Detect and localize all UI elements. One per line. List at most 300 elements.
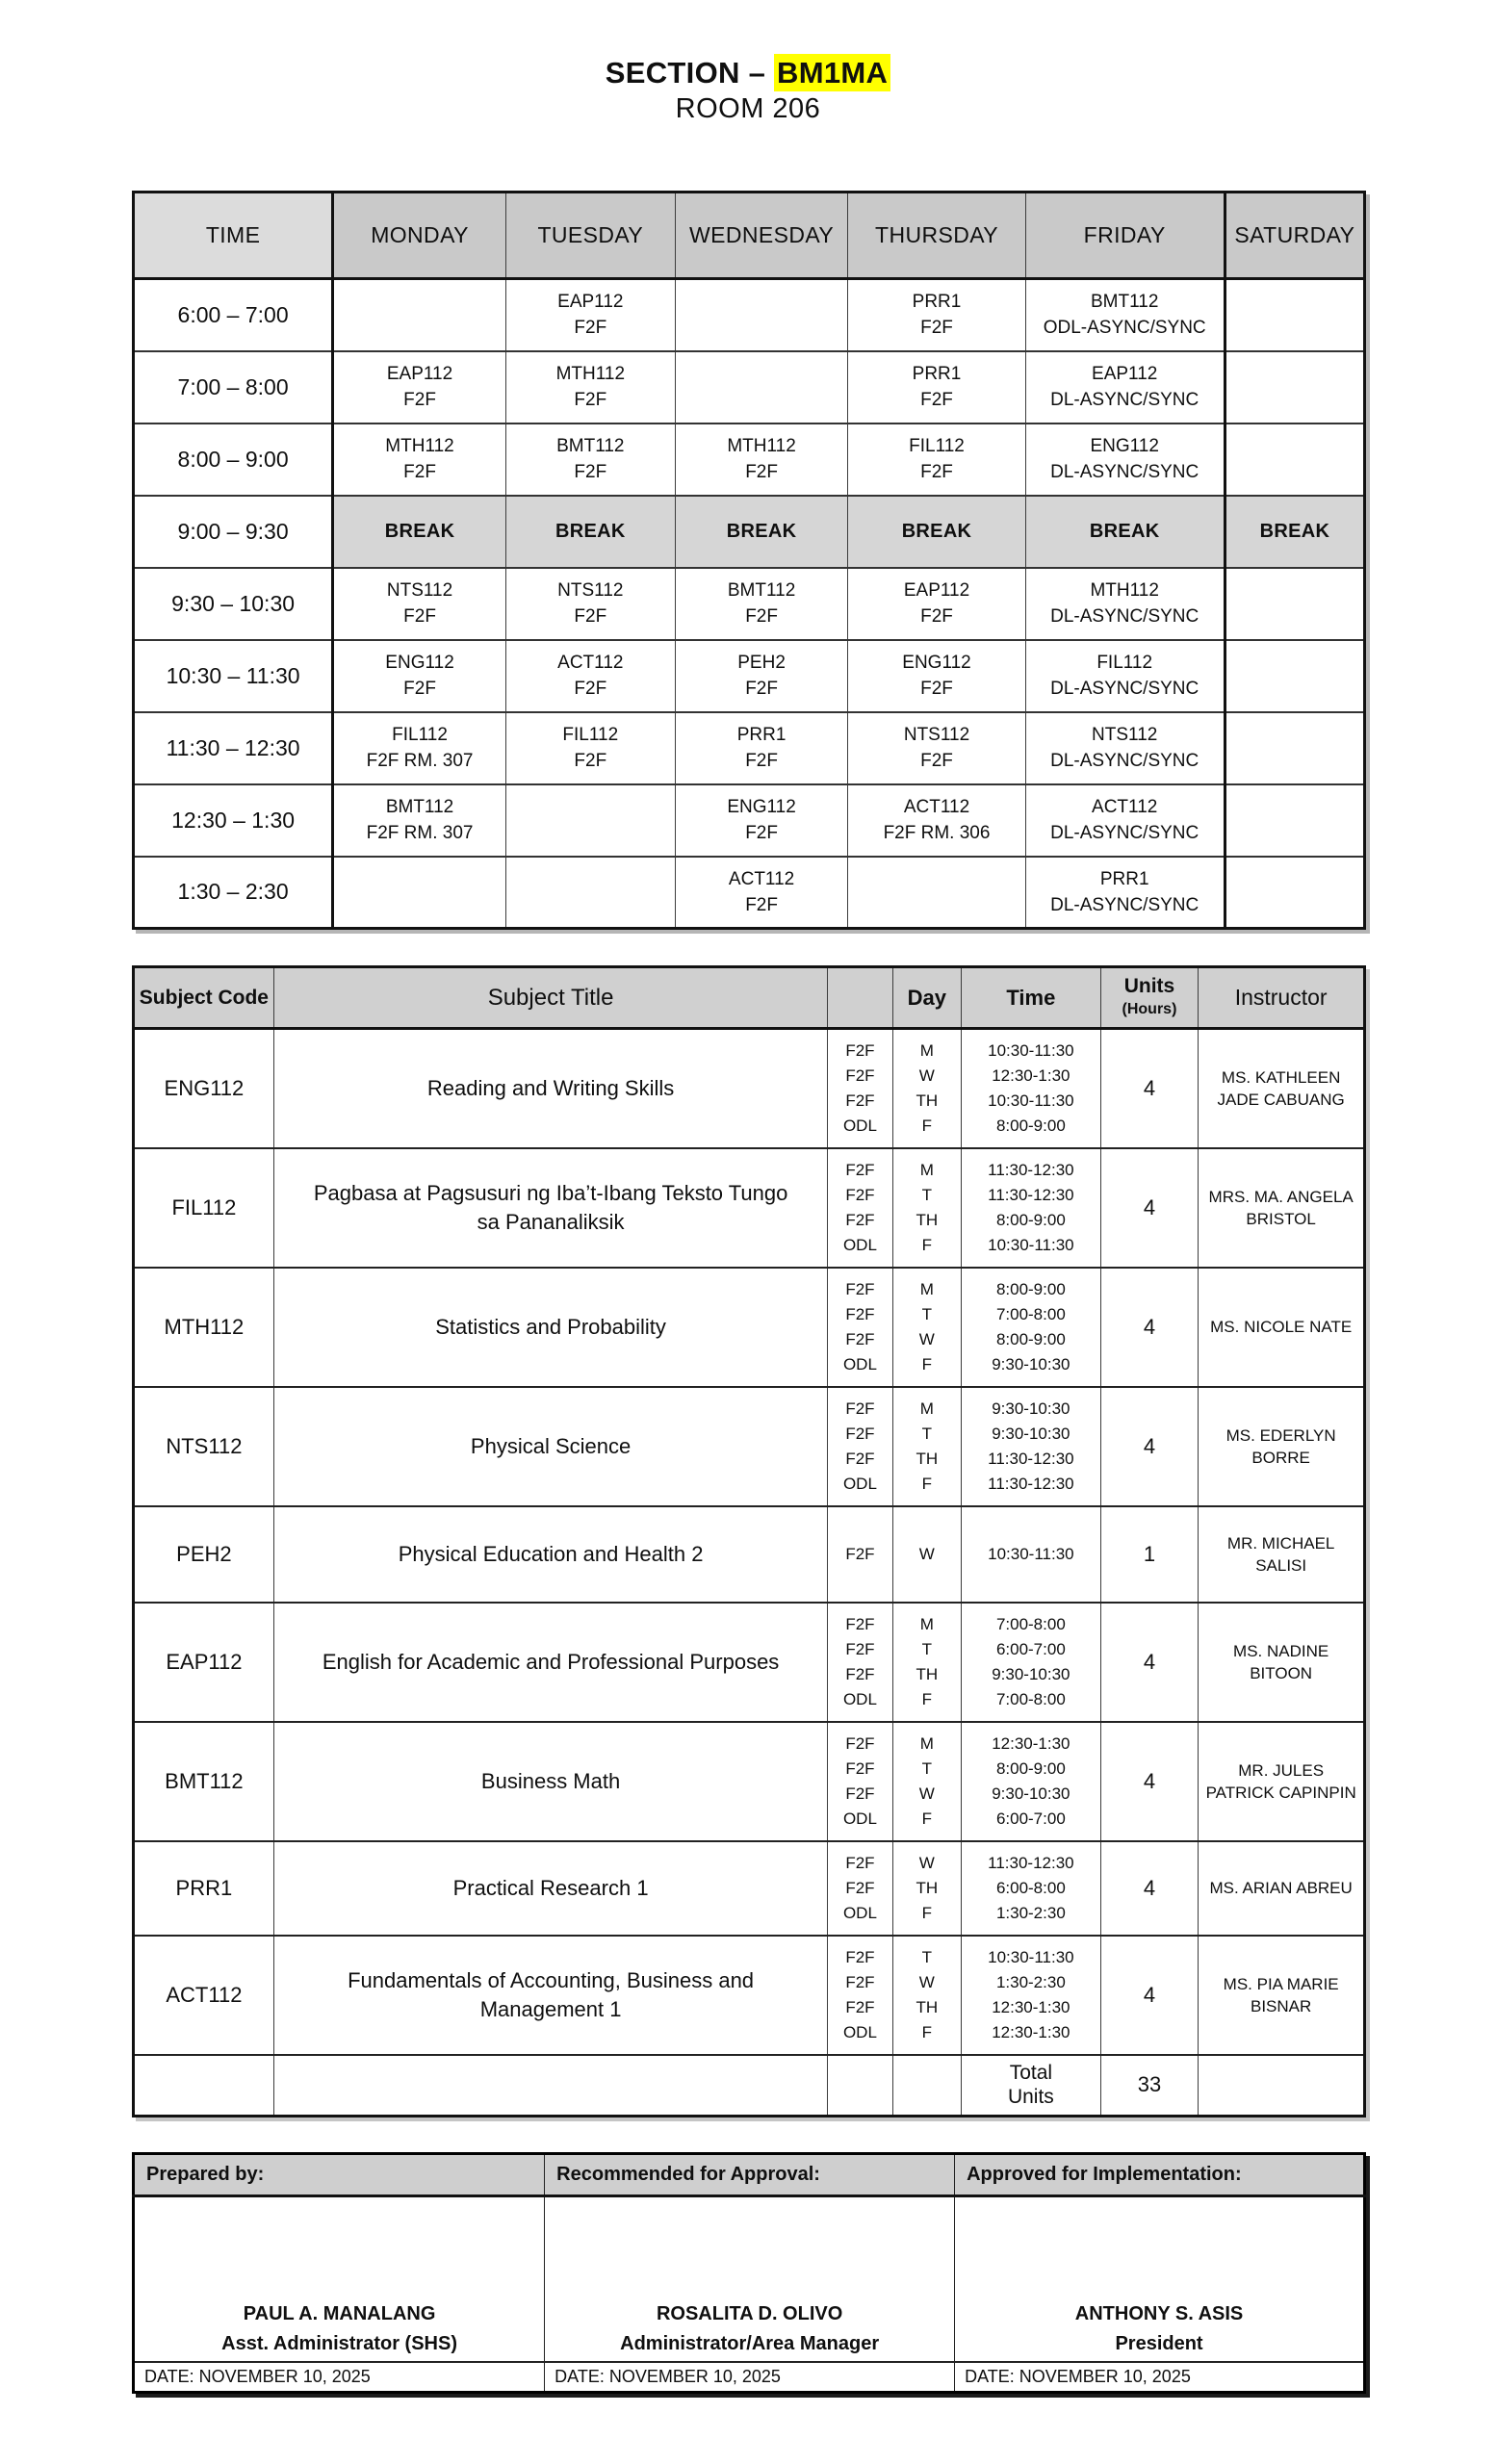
subjects-table	[132, 965, 1366, 2118]
empty-schedule-cell	[675, 279, 848, 351]
page-title	[0, 56, 1496, 90]
day-cell	[892, 1387, 962, 1506]
total-units-row	[134, 2055, 1365, 2117]
session-time: 11:30-12:30	[988, 1449, 1074, 1468]
subject-code: NTS112	[1092, 725, 1158, 745]
delivery-mode: ODL-ASYNC/SYNC	[1043, 318, 1206, 339]
subject-code: ACT112	[557, 653, 624, 673]
schedule-cell	[675, 712, 848, 784]
delivery-mode: DL-ASYNC/SYNC	[1050, 462, 1199, 482]
session-mode: F2F	[845, 1997, 875, 2016]
session-mode: F2F	[845, 1040, 875, 1060]
timetable-column-header: FRIDAY	[1025, 192, 1225, 279]
session-day: M	[919, 1160, 934, 1179]
modality-cell	[828, 1029, 892, 1148]
session-mode: F2F	[845, 1758, 875, 1778]
session-day: TH	[916, 1091, 939, 1110]
subject-row	[134, 1603, 1365, 1722]
subject-title-cell: Reading and Writing Skills	[273, 1029, 828, 1148]
session-time: 6:00-7:00	[995, 1639, 1066, 1658]
subject-code: NTS112	[903, 725, 970, 745]
delivery-mode: F2F	[574, 606, 607, 627]
subject-row	[134, 1029, 1365, 1148]
subject-code-cell: PEH2	[134, 1506, 274, 1603]
section-code-highlight: BM1MA	[774, 54, 890, 91]
subject-title-cell: Business Math	[273, 1722, 828, 1841]
time-slot-label: 10:30 – 11:30	[134, 640, 333, 712]
session-time: 12:30-1:30	[992, 1065, 1070, 1085]
session-mode: ODL	[842, 1116, 877, 1135]
time-slot-label: 11:30 – 12:30	[134, 712, 333, 784]
session-time-cell	[962, 1148, 1101, 1268]
empty-schedule-cell	[1225, 784, 1364, 857]
timetable-row	[134, 351, 1365, 424]
timetable-row	[134, 496, 1365, 568]
day-cell	[892, 1148, 962, 1268]
session-time: 11:30-12:30	[988, 1853, 1074, 1872]
signatory-name: PAUL A. MANALANG	[243, 2302, 436, 2324]
subject-code-cell: ACT112	[134, 1936, 274, 2055]
subject-code: MTH112	[1090, 580, 1159, 601]
delivery-mode: F2F	[574, 751, 607, 771]
instructor-cell: MR. MICHAEL SALISI	[1199, 1506, 1365, 1603]
units-cell: 4	[1100, 1603, 1199, 1722]
session-day: TH	[916, 1664, 939, 1683]
schedule-cell	[848, 568, 1025, 640]
approval-date: DATE: NOVEMBER 10, 2025	[545, 2362, 955, 2393]
session-time-cell	[962, 1603, 1101, 1722]
subject-code: BMT112	[1090, 292, 1159, 313]
day-cell	[892, 1506, 962, 1603]
session-mode: F2F	[845, 1424, 875, 1443]
session-time-cell	[962, 1506, 1101, 1603]
subject-code-cell: FIL112	[134, 1148, 274, 1268]
delivery-mode: F2F	[403, 462, 436, 482]
session-day: F	[921, 1116, 932, 1135]
session-day: T	[921, 1947, 932, 1966]
signatory-name: ANTHONY S. ASIS	[1074, 2302, 1244, 2324]
session-time: 12:30-1:30	[992, 2022, 1070, 2041]
approval-section-header: Prepared by:	[134, 2154, 545, 2196]
empty-schedule-cell	[1225, 279, 1364, 351]
schedule-cell	[333, 424, 506, 496]
day-cell	[892, 1268, 962, 1387]
session-mode: ODL	[842, 2022, 877, 2041]
schedule-cell	[1025, 857, 1225, 929]
session-day: W	[918, 1544, 935, 1563]
subject-title-cell: English for Academic and Professional Purposes	[273, 1603, 828, 1722]
session-mode: ODL	[842, 1474, 877, 1493]
schedule-cell	[505, 351, 675, 424]
empty-schedule-cell	[1225, 424, 1364, 496]
schedule-cell	[505, 279, 675, 351]
schedule-cell	[505, 640, 675, 712]
signatory-role: President	[1115, 2332, 1203, 2354]
delivery-mode: DL-ASYNC/SYNC	[1050, 606, 1199, 627]
session-day: T	[921, 1185, 932, 1204]
instructor-cell: MRS. MA. ANGELA BRISTOL	[1199, 1148, 1365, 1268]
session-day: F	[921, 1903, 932, 1922]
timetable-column-header: TUESDAY	[505, 192, 675, 279]
session-mode: F2F	[845, 1664, 875, 1683]
session-day: M	[919, 1399, 934, 1418]
approval-date: DATE: NOVEMBER 10, 2025	[955, 2362, 1365, 2393]
delivery-mode: F2F	[745, 606, 778, 627]
empty-schedule-cell	[333, 279, 506, 351]
session-time: 10:30-11:30	[988, 1235, 1074, 1254]
delivery-mode: DL-ASYNC/SYNC	[1050, 390, 1199, 410]
subject-row	[134, 1936, 1365, 2055]
session-day: M	[919, 1279, 934, 1298]
subject-code: FIL112	[562, 725, 619, 745]
subject-code: FIL112	[1096, 653, 1153, 673]
session-mode: ODL	[842, 1809, 877, 1828]
session-time-cell	[962, 1841, 1101, 1936]
time-slot-label: 7:00 – 8:00	[134, 351, 333, 424]
subject-code: FIL112	[909, 436, 965, 456]
timetable-row	[134, 568, 1365, 640]
subject-code: EAP112	[557, 292, 624, 313]
document-header	[0, 0, 1496, 125]
session-time: 1:30-2:30	[995, 1903, 1066, 1922]
session-time: 7:00-8:00	[995, 1689, 1066, 1708]
timetable-column-header: TIME	[134, 192, 333, 279]
session-time: 8:00-9:00	[995, 1279, 1066, 1298]
day-cell	[892, 1936, 962, 2055]
subjects-body	[134, 1029, 1365, 2117]
delivery-mode: F2F RM. 307	[366, 751, 474, 771]
subject-code: PEH2	[737, 653, 786, 673]
delivery-mode: DL-ASYNC/SYNC	[1050, 751, 1199, 771]
timetable-row	[134, 712, 1365, 784]
subject-code: MTH112	[727, 436, 796, 456]
subject-code: ENG112	[1090, 436, 1159, 456]
session-time: 10:30-11:30	[988, 1091, 1074, 1110]
schedule-cell	[1025, 424, 1225, 496]
empty-schedule-cell	[333, 857, 506, 929]
units-cell: 4	[1100, 1841, 1199, 1936]
session-time: 12:30-1:30	[992, 1733, 1070, 1753]
session-time: 9:30-10:30	[992, 1354, 1070, 1373]
time-slot-label: 9:00 – 9:30	[134, 496, 333, 568]
time-slot-label: 8:00 – 9:00	[134, 424, 333, 496]
subject-code: ACT112	[1092, 797, 1158, 817]
instructor-cell: MS. NADINE BITOON	[1199, 1603, 1365, 1722]
delivery-mode: DL-ASYNC/SYNC	[1050, 894, 1199, 915]
units-cell: 4	[1100, 1722, 1199, 1841]
session-mode: F2F	[845, 1614, 875, 1633]
session-mode: ODL	[842, 1354, 877, 1373]
schedule-cell	[675, 784, 848, 857]
session-time: 9:30-10:30	[992, 1784, 1070, 1803]
time-slot-label: 9:30 – 10:30	[134, 568, 333, 640]
subject-code: ENG112	[902, 653, 971, 673]
session-day: TH	[916, 1210, 939, 1229]
empty-schedule-cell	[675, 351, 848, 424]
session-time: 8:00-9:00	[995, 1758, 1066, 1778]
session-mode: F2F	[845, 1878, 875, 1897]
schedule-cell	[1025, 279, 1225, 351]
signatory-role: Administrator/Area Manager	[620, 2332, 880, 2354]
instructor-cell: MS. KATHLEEN JADE CABUANG	[1199, 1029, 1365, 1148]
subject-title-cell: Practical Research 1	[273, 1841, 828, 1936]
instructor-cell: MR. JULES PATRICK CAPINPIN	[1199, 1722, 1365, 1841]
subject-code: NTS112	[557, 580, 624, 601]
session-time: 12:30-1:30	[992, 1997, 1070, 2016]
schedule-cell	[848, 424, 1025, 496]
session-mode: F2F	[845, 1853, 875, 1872]
subject-code-cell: MTH112	[134, 1268, 274, 1387]
empty-schedule-cell	[505, 857, 675, 929]
schedule-cell	[333, 568, 506, 640]
day-cell	[892, 1841, 962, 1936]
subject-code: PRR1	[736, 725, 787, 745]
session-day: TH	[916, 1878, 939, 1897]
timetable-row	[134, 279, 1365, 351]
weekly-timetable	[132, 191, 1366, 930]
approval-block	[132, 2152, 1366, 2394]
col-header-time: Time	[962, 967, 1101, 1029]
timetable-column-header: WEDNESDAY	[675, 192, 848, 279]
schedule-cell	[505, 712, 675, 784]
break-cell: BREAK	[333, 496, 506, 568]
signatory-name: ROSALITA D. OLIVO	[656, 2302, 843, 2324]
session-time: 10:30-11:30	[988, 1544, 1074, 1563]
session-time: 10:30-11:30	[988, 1040, 1074, 1060]
time-slot-label: 1:30 – 2:30	[134, 857, 333, 929]
units-cell: 4	[1100, 1268, 1199, 1387]
schedule-cell	[675, 424, 848, 496]
col-header-day: Day	[892, 967, 962, 1029]
schedule-cell	[848, 712, 1025, 784]
timetable-row	[134, 640, 1365, 712]
session-day: T	[921, 1639, 932, 1658]
modality-cell	[828, 1148, 892, 1268]
subjects-header-row	[134, 967, 1365, 1029]
delivery-mode: F2F	[403, 606, 436, 627]
subject-row	[134, 1148, 1365, 1268]
delivery-mode: DL-ASYNC/SYNC	[1050, 679, 1199, 699]
session-day: T	[921, 1424, 932, 1443]
session-time-cell	[962, 1268, 1101, 1387]
signatory-cell	[545, 2196, 955, 2362]
session-mode: F2F	[845, 1639, 875, 1658]
session-day: T	[921, 1304, 932, 1323]
session-time: 7:00-8:00	[995, 1614, 1066, 1633]
session-mode: ODL	[842, 1689, 877, 1708]
timetable-row	[134, 784, 1365, 857]
break-cell: BREAK	[505, 496, 675, 568]
subject-row	[134, 1841, 1365, 1936]
subject-code-cell: EAP112	[134, 1603, 274, 1722]
modality-cell	[828, 1722, 892, 1841]
session-time: 9:30-10:30	[992, 1664, 1070, 1683]
time-slot-label: 12:30 – 1:30	[134, 784, 333, 857]
session-day: W	[918, 1972, 935, 1991]
subject-code-cell: PRR1	[134, 1841, 274, 1936]
timetable-column-header: THURSDAY	[848, 192, 1025, 279]
modality-cell	[828, 1603, 892, 1722]
session-mode: F2F	[845, 1972, 875, 1991]
schedule-cell	[675, 857, 848, 929]
subject-code: NTS112	[386, 580, 453, 601]
session-time-cell	[962, 1936, 1101, 2055]
empty-schedule-cell	[1225, 857, 1364, 929]
empty-schedule-cell	[1225, 568, 1364, 640]
delivery-mode: F2F RM. 306	[883, 823, 991, 843]
session-day: F	[921, 1354, 932, 1373]
session-day: F	[921, 1474, 932, 1493]
modality-cell	[828, 1506, 892, 1603]
modality-cell	[828, 1841, 892, 1936]
session-mode: F2F	[845, 1091, 875, 1110]
delivery-mode: F2F	[920, 390, 953, 410]
approval-date-row	[134, 2362, 1365, 2393]
delivery-mode: F2F	[403, 390, 436, 410]
session-mode: F2F	[845, 1210, 875, 1229]
schedule-cell	[1025, 640, 1225, 712]
session-time: 8:00-9:00	[995, 1116, 1066, 1135]
session-mode: ODL	[842, 1235, 877, 1254]
subject-title-cell: Pagbasa at Pagsusuri ng Iba’t-Ibang Teksto Tungo sa Pananaliksik	[273, 1148, 828, 1268]
subject-code: ENG112	[727, 797, 796, 817]
delivery-mode: F2F	[920, 318, 953, 339]
empty-cell	[1199, 2055, 1365, 2117]
session-day: M	[919, 1733, 934, 1753]
delivery-mode: F2F	[745, 894, 778, 915]
signatory-cell	[134, 2196, 545, 2362]
session-day: F	[921, 2022, 932, 2041]
session-mode: F2F	[845, 1449, 875, 1468]
session-mode: F2F	[845, 1399, 875, 1418]
subject-code: FIL112	[392, 725, 448, 745]
subject-code: PRR1	[912, 364, 962, 384]
subject-code-cell: ENG112	[134, 1029, 274, 1148]
session-mode: F2F	[845, 1733, 875, 1753]
session-day: TH	[916, 1997, 939, 2016]
session-time-cell	[962, 1387, 1101, 1506]
section-label: SECTION –	[605, 56, 766, 90]
schedule-cell	[848, 784, 1025, 857]
subject-row	[134, 1506, 1365, 1603]
schedule-cell	[333, 640, 506, 712]
timetable-column-header: SATURDAY	[1225, 192, 1364, 279]
delivery-mode: F2F	[745, 751, 778, 771]
schedule-cell	[333, 351, 506, 424]
delivery-mode: F2F	[920, 679, 953, 699]
timetable-body	[134, 279, 1365, 929]
delivery-mode: F2F	[574, 462, 607, 482]
session-time-cell	[962, 1029, 1101, 1148]
subject-row	[134, 1722, 1365, 1841]
subject-code: MTH112	[555, 364, 626, 384]
session-day: TH	[916, 1449, 939, 1468]
break-cell: BREAK	[675, 496, 848, 568]
subject-row	[134, 1387, 1365, 1506]
session-time: 9:30-10:30	[992, 1424, 1070, 1443]
delivery-mode: F2F	[920, 606, 953, 627]
day-cell	[892, 1029, 962, 1148]
session-time: 9:30-10:30	[992, 1399, 1070, 1418]
schedule-cell	[505, 568, 675, 640]
schedule-cell	[848, 351, 1025, 424]
session-day: T	[921, 1758, 932, 1778]
subject-code: BMT112	[385, 797, 454, 817]
break-cell: BREAK	[1225, 496, 1364, 568]
delivery-mode: F2F RM. 307	[366, 823, 474, 843]
session-day: F	[921, 1689, 932, 1708]
units-cell: 1	[1100, 1506, 1199, 1603]
empty-schedule-cell	[1225, 351, 1364, 424]
empty-schedule-cell	[1225, 712, 1364, 784]
timetable-row	[134, 424, 1365, 496]
subject-title-cell: Physical Education and Health 2	[273, 1506, 828, 1603]
session-time: 8:00-9:00	[995, 1210, 1066, 1229]
empty-cell	[134, 2055, 274, 2117]
col-header-units: Units (Hours)	[1100, 967, 1199, 1029]
session-time: 6:00-8:00	[995, 1878, 1066, 1897]
schedule-cell	[1025, 784, 1225, 857]
session-time: 6:00-7:00	[995, 1809, 1066, 1828]
session-day: W	[918, 1853, 935, 1872]
session-mode: F2F	[845, 1065, 875, 1085]
subject-code: ENG112	[385, 653, 454, 673]
schedule-cell	[848, 640, 1025, 712]
col-header-subject-code: Subject Code	[134, 967, 274, 1029]
session-time: 1:30-2:30	[995, 1972, 1066, 1991]
subject-title-cell: Fundamentals of Accounting, Business and Management 1	[273, 1936, 828, 2055]
day-cell	[892, 1603, 962, 1722]
session-mode: F2F	[845, 1304, 875, 1323]
approval-signature-row	[134, 2196, 1365, 2362]
units-cell: 4	[1100, 1148, 1199, 1268]
session-mode: F2F	[845, 1544, 875, 1563]
session-time: 10:30-11:30	[988, 1947, 1074, 1966]
schedule-cell	[333, 712, 506, 784]
units-cell: 4	[1100, 1029, 1199, 1148]
schedule-cell	[1025, 351, 1225, 424]
break-cell: BREAK	[848, 496, 1025, 568]
session-mode: F2F	[845, 1784, 875, 1803]
timetable-row	[134, 857, 1365, 929]
session-day: W	[918, 1784, 935, 1803]
modality-cell	[828, 1268, 892, 1387]
session-time: 8:00-9:00	[995, 1329, 1066, 1348]
units-cell: 4	[1100, 1387, 1199, 1506]
approval-section-header: Recommended for Approval:	[545, 2154, 955, 2196]
session-mode: ODL	[842, 1903, 877, 1922]
delivery-mode: F2F	[920, 462, 953, 482]
instructor-cell: MS. PIA MARIE BISNAR	[1199, 1936, 1365, 2055]
empty-schedule-cell	[505, 784, 675, 857]
session-day: F	[921, 1235, 932, 1254]
empty-cell	[828, 2055, 892, 2117]
instructor-cell: MS. ARIAN ABREU	[1199, 1841, 1365, 1936]
subject-code: ACT112	[728, 868, 795, 889]
empty-cell	[892, 2055, 962, 2117]
col-header-instructor: Instructor	[1199, 967, 1365, 1029]
delivery-mode: F2F	[745, 823, 778, 843]
units-cell: 4	[1100, 1936, 1199, 2055]
session-day: F	[921, 1809, 932, 1828]
session-day: M	[919, 1040, 934, 1060]
subject-title-cell: Physical Science	[273, 1387, 828, 1506]
delivery-mode: DL-ASYNC/SYNC	[1050, 823, 1199, 843]
signatory-cell	[955, 2196, 1365, 2362]
break-cell: BREAK	[1025, 496, 1225, 568]
subject-code-cell: NTS112	[134, 1387, 274, 1506]
session-time: 7:00-8:00	[995, 1304, 1066, 1323]
